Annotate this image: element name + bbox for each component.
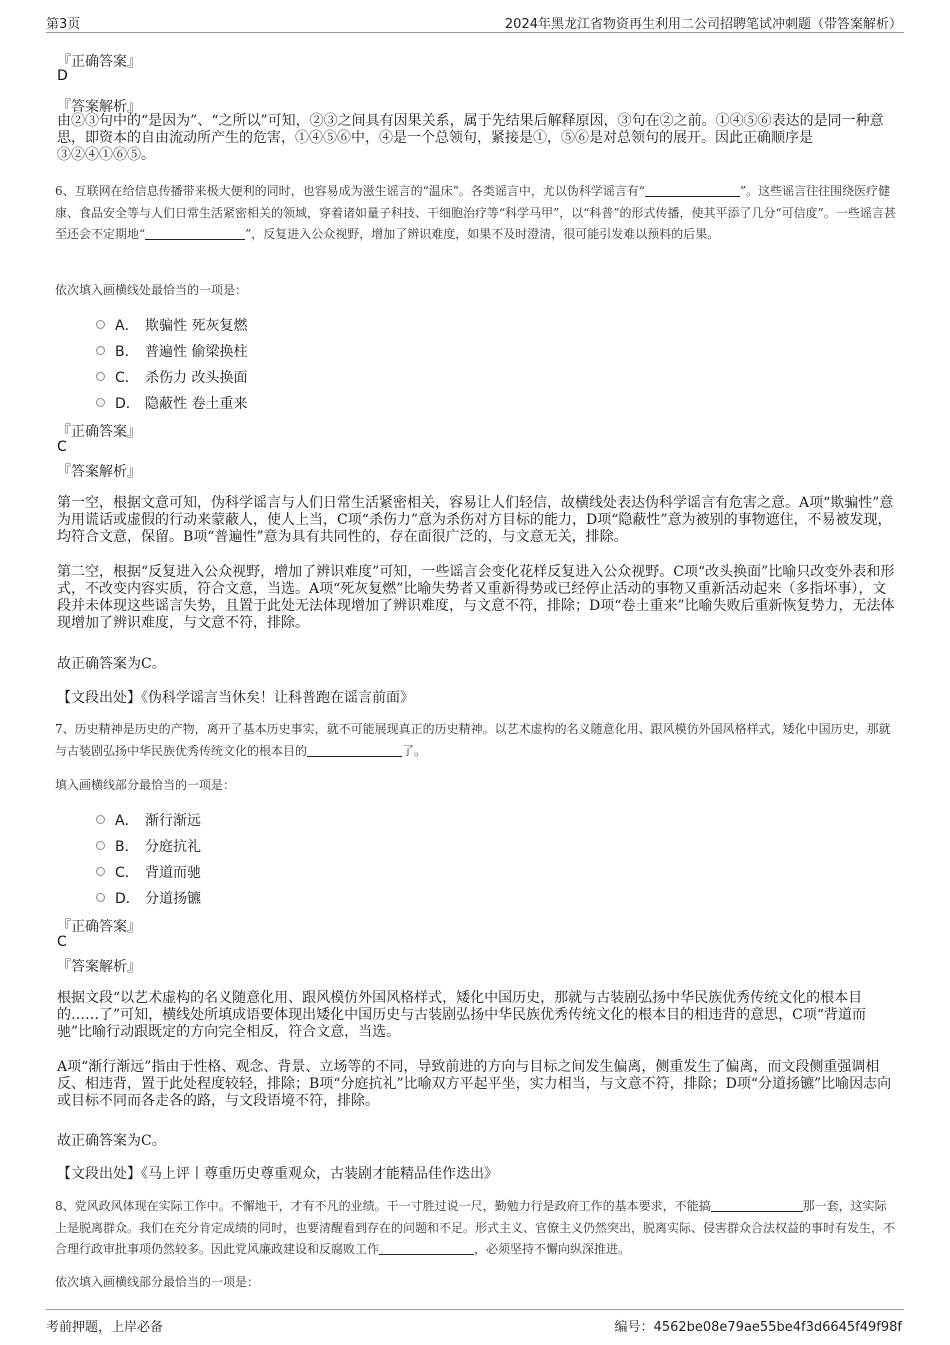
code-value: 4562be08e79ae55be4f3d6645f49f98f: [653, 1320, 902, 1335]
question-8-stem: [55, 1196, 897, 1261]
footer-slogan: 考前押题，上岸必备: [46, 1320, 164, 1335]
option-letter: D．: [115, 396, 140, 412]
correct-answer-label: 『正确答案』: [57, 54, 141, 70]
fill-blank: [307, 744, 402, 757]
stem-text: 那一套，这实际上是脱离群众。我们在充分肯定成绩的同时，也要清醒看到存在的问题和不足。形式主义、官僚主义仍然突出，脱离实际、侵害群众合法权益的事时有发生，不合理行政审批事项仍然较多。因此党风廉政建设和反腐败工作: [55, 1199, 896, 1256]
fill-blank: [645, 184, 740, 197]
stem-text: ”。这些谣言往往围绕医疗健康、食品安全等与人们日常生活紧密相关的领域，穿着诸如量子科技、干细胞治疗等“科学马甲”，以“科普”的形式传播，使其平添了几分“可信度”。一些谣言甚至还会不定期地“: [55, 184, 896, 241]
page-footer: [46, 1309, 904, 1336]
option-letter: B．: [115, 839, 139, 855]
option-text: 杀伤力 改头换面: [145, 370, 248, 386]
stem-text: 8、党风政风体现在实际工作中。不懈地干，才有不凡的业绩。干一寸胜过说一尺，勤勉力行是政府工作的基本要求，不能搞: [55, 1199, 711, 1213]
explanation-paragraph: A项“渐行渐远”指由于性格、观念、背景、立场等的不同，导致前进的方向与目标之间发生偏离，侧重发生了偏离，而文段侧重强调相反、相违背，置于此处程度较轻，排除；B项“分庭抗礼”比喻双方平起平坐，实力相当，与文意不符，排除；D项“分道扬镳”比喻因志向或目标不同而各走各的路，与文段语境不符，排除。: [57, 1059, 892, 1109]
explanation-label: 『答案解析』: [57, 99, 141, 115]
explanation-paragraph: 第一空，根据文意可知，伪科学谣言与人们日常生活紧密相关，容易让人们轻信，故横线处表达伪科学谣言有危害之意。A项“欺骗性”意为用谎话或虚假的行动来蒙蔽人，使人上当，C项“杀伤力”意为杀伤对方目标的能力，D项“隐蔽性”意为被别的事物遮住，不易被发现，均符合文意，保留。B项“普遍性”意为具有共同性的，存在面很广泛的，与文意无关，排除。: [57, 495, 894, 545]
page-header: [46, 8, 904, 33]
radio-icon[interactable]: [96, 320, 105, 329]
fill-blank: [145, 227, 245, 240]
option-letter: C．: [115, 865, 139, 881]
passage-source: 【文段出处】《马上评丨尊重历史尊重观众，古装剧才能精品佳作迭出》: [57, 1166, 498, 1182]
question-instruction: 填入画横线部分最恰当的一项是：: [55, 778, 236, 792]
passage-source: 【文段出处】《伪科学谣言当休矣！让科普跑在谣言前面》: [57, 690, 414, 706]
radio-icon[interactable]: [96, 346, 105, 355]
explanation-paragraph: 根据文段“以艺术虚构的名义随意化用、跟风模仿外国风格样式，矮化中国历史，那就与古装剧弘扬中华民族优秀传统文化的根本目的……了”可知，横线处所填成语要体现出矮化中国历史与古装剧弘扬中华民族优秀传统文化的根本目的相违背的意思，C项“背道而驰”比喻行动跟既定的方向完全相反，符合文意，当选。: [57, 990, 867, 1040]
question-instruction: 依次填入画横线部分最恰当的一项是：: [55, 1275, 260, 1289]
fill-blank: [711, 1199, 803, 1212]
explanation-label: 『答案解析』: [57, 959, 141, 975]
option-letter: A．: [115, 813, 139, 829]
option-letter: A．: [115, 318, 139, 334]
radio-icon[interactable]: [96, 398, 105, 407]
radio-icon[interactable]: [96, 815, 105, 824]
explanation-text: 由②③句中的“是因为”、“之所以”可知，②③之间具有因果关系，属于先结果后解释原因，③句在②之前。①④⑤⑥表达的是同一种意思，即资本的自由流动所产生的危害，①④⑤⑥中，④是一个总领句，紧接是①，⑤⑥是对总领句的展开。因此正确顺序是③②④①⑥⑤。: [57, 113, 884, 163]
option-text: 欺骗性 死灰复燃: [145, 318, 248, 334]
explanation-label: 『答案解析』: [57, 464, 141, 480]
correct-answer-value: C: [57, 439, 67, 455]
radio-icon[interactable]: [96, 893, 105, 902]
radio-icon[interactable]: [96, 841, 105, 850]
stem-text: ”，反复进入公众视野，增加了辨识难度，如果不及时澄清，很可能引发难以预料的后果。: [245, 227, 720, 241]
question-7-stem: [55, 719, 897, 762]
correct-answer-value: D: [57, 68, 68, 84]
correct-answer-value: C: [57, 934, 67, 950]
question-instruction: 依次填入画横线处最恰当的一项是：: [55, 283, 248, 297]
option-text: 分道扬镳: [145, 891, 201, 907]
page-number: 第3页: [46, 17, 81, 32]
stem-text: 6、互联网在给信息传播带来极大便利的同时，也容易成为滋生谣言的“温床”。各类谣言中，尤以伪科学谣言有“: [55, 184, 646, 198]
stem-text: 了。: [402, 743, 427, 758]
option-text: 隐蔽性 卷土重来: [145, 396, 248, 412]
explanation-conclusion: 故正确答案为C。: [57, 1133, 166, 1149]
option-text: 背道而驰: [145, 865, 201, 881]
correct-answer-label: 『正确答案』: [57, 919, 141, 935]
option-text: 分庭抗礼: [145, 839, 201, 855]
stem-text: 7、历史精神是历史的产物，离开了基本历史事实，就不可能展现真正的历史精神。以艺术虚构的名义随意化用、跟风模仿外国风格样式，矮化中国历史，那就与古装剧弘扬中华民族优秀传统文化的根本目的: [55, 722, 891, 758]
option-text: 渐行渐远: [145, 813, 201, 829]
correct-answer-label: 『正确答案』: [57, 424, 141, 440]
code-label: 编号：: [614, 1320, 654, 1335]
stem-text: ，必须坚持不懈向纵深推进。: [474, 1242, 631, 1256]
question-6-stem: [55, 181, 897, 246]
explanation-conclusion: 故正确答案为C。: [57, 656, 166, 672]
option-letter: D．: [115, 891, 140, 907]
option-letter: B．: [115, 344, 139, 360]
radio-icon[interactable]: [96, 867, 105, 876]
option-text: 普遍性 偷梁换柱: [145, 344, 248, 360]
radio-icon[interactable]: [96, 372, 105, 381]
explanation-paragraph: 第二空，根据“反复进入公众视野，增加了辨识难度”可知，一些谣言会变化花样反复进入公众视野。C项“改头换面”比喻只改变外表和形式，不改变内容实质，符合文意，当选。A项“死灰复燃”比喻失势者又重新得势或已经停止活动的事物又重新活动起来（多指坏事），文段并未体现这些谣言失势，且置于此处无法体现增加了辨识难度，与文意不符，排除；D项“卷土重来”比喻失败后重新恢复势力，无法体现增加了辨识难度，与文意不符，排除。: [57, 564, 895, 631]
fill-blank: [379, 1242, 474, 1255]
document-title: 2024年黑龙江省物资再生利用二公司招聘笔试冲刺题（带答案解析）: [504, 17, 902, 32]
document-code: [615, 1316, 902, 1335]
option-letter: C．: [115, 370, 139, 386]
